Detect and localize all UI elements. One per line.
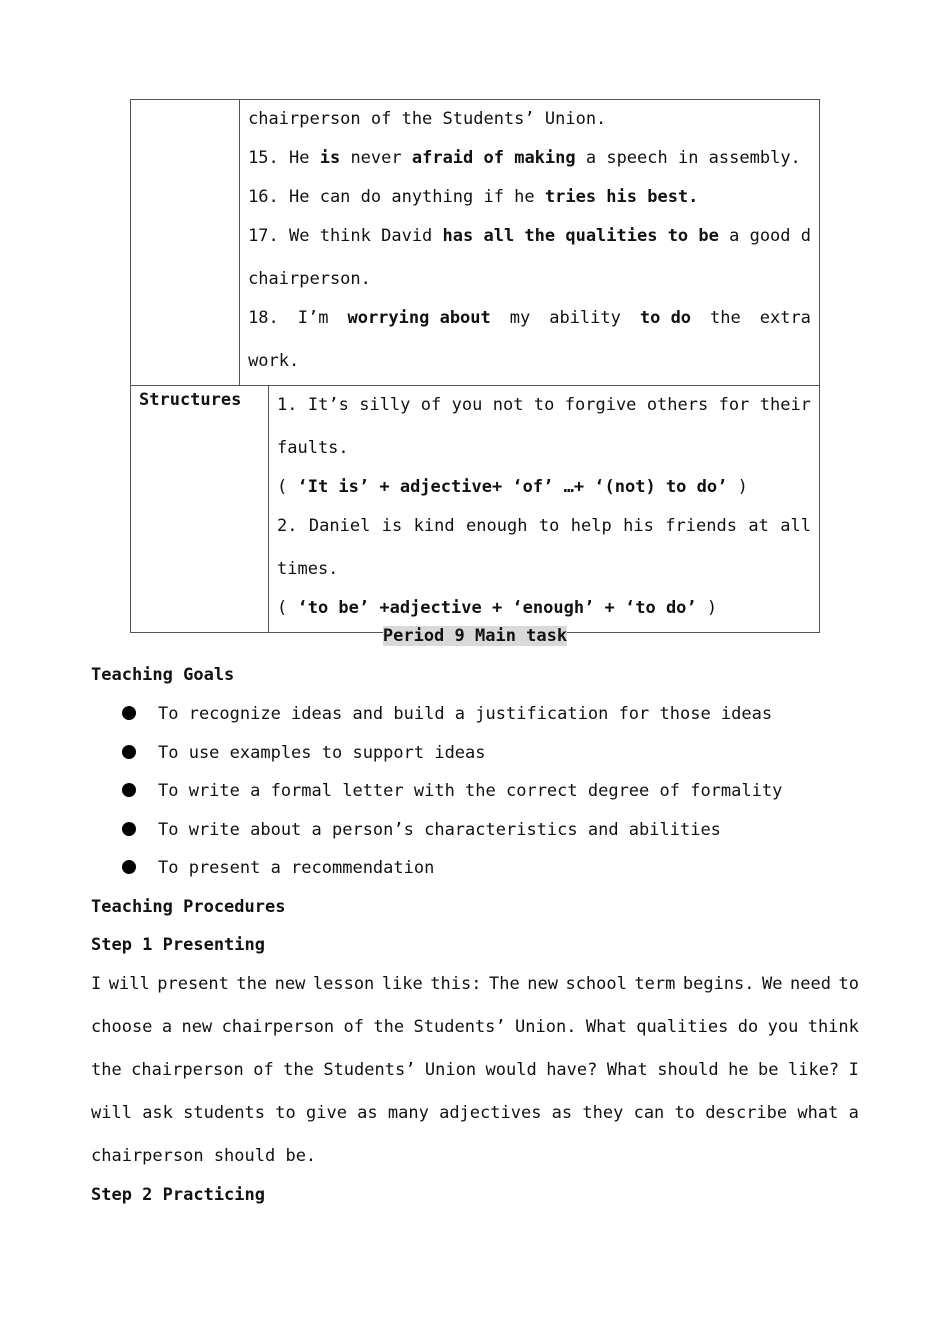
word: begins. (682, 974, 755, 994)
sentence-17: 17. We think David has all the qualities to be a good d (248, 226, 811, 246)
word: school (565, 974, 627, 994)
word: lesson (312, 974, 375, 994)
word: have? (546, 1060, 598, 1080)
word: of (253, 1060, 274, 1080)
word: Union. (515, 1017, 577, 1037)
word: of (343, 1017, 365, 1037)
word: the (91, 1060, 122, 1080)
word: would (485, 1060, 537, 1080)
word: Students’ (323, 1060, 416, 1080)
word: adjectives (439, 1103, 542, 1123)
sentence-16: 16. He can do anything if he tries his best. (248, 187, 699, 207)
table-row-phrases (131, 100, 819, 385)
example-2: 2. Daniel is kind enough to help his friends at all (277, 516, 811, 536)
bullet-icon (122, 783, 136, 797)
bullet-icon (122, 706, 136, 720)
row-label-structures: Structures (131, 386, 269, 632)
word: chairperson (131, 1060, 244, 1080)
word: qualities (636, 1017, 729, 1037)
word: present (157, 974, 229, 994)
word: be (758, 1060, 779, 1080)
step1-paragraph (91, 971, 859, 1186)
word: I (91, 974, 102, 994)
paragraph-line (91, 1100, 859, 1143)
period-title: Period 9 Main task (382, 626, 568, 646)
word: What (585, 1017, 627, 1037)
word: ask (142, 1103, 173, 1123)
bullet-icon (122, 860, 136, 874)
word: What (606, 1060, 648, 1080)
word: the (236, 974, 268, 994)
word: give (305, 1103, 347, 1123)
word: students (183, 1103, 266, 1123)
word: the (373, 1017, 405, 1037)
phrases-cell (240, 100, 819, 385)
word: term (634, 974, 676, 994)
step1-heading: Step 1 Presenting (91, 935, 265, 955)
sentence-15: 15. He is never afraid of making a speech in assembly. (248, 148, 801, 168)
teaching-procedures-heading: Teaching Procedures (91, 897, 286, 917)
word: new (181, 1017, 213, 1037)
word: need (790, 974, 831, 994)
sentence-17-end: chairperson. (248, 269, 371, 289)
structures-cell (269, 386, 819, 632)
word: the (283, 1060, 314, 1080)
structure-pattern-1: ( ‘It is’ + adjective+ ‘of’ …+ ‘(not) to do’ ) (277, 477, 748, 497)
row-label-empty (131, 100, 240, 385)
word: We (762, 974, 783, 994)
word: like? (787, 1060, 840, 1080)
word: as (551, 1103, 573, 1123)
word: as (357, 1103, 378, 1123)
word: this: (430, 974, 482, 994)
word: do (737, 1017, 759, 1037)
goal-item: To use examples to support ideas (158, 743, 486, 763)
example-2-end: times. (277, 559, 339, 579)
word: can (633, 1103, 665, 1123)
word: new (274, 974, 306, 994)
sentence-14-end: chairperson of the Students’ Union. (248, 109, 607, 129)
word: they (582, 1103, 624, 1123)
word: Union (424, 1060, 477, 1080)
word: new (527, 974, 558, 994)
word: should (657, 1060, 719, 1080)
paragraph-line (91, 1014, 859, 1057)
word: like (381, 974, 423, 994)
word: will (108, 974, 150, 994)
word: Students’ (413, 1017, 506, 1037)
word: think (807, 1017, 859, 1037)
word: a (848, 1103, 859, 1123)
word: to (275, 1103, 296, 1123)
word: what (797, 1103, 839, 1123)
word: The (488, 974, 520, 994)
word: many (387, 1103, 429, 1123)
word: I (848, 1060, 859, 1080)
goal-item: To write a formal letter with the correct degree of formality (158, 781, 783, 801)
structure-pattern-2: ( ‘to be’ +adjective + ‘enough’ + ‘to do’ ) (277, 598, 718, 618)
paragraph-line (91, 1057, 859, 1100)
goal-item: To present a recommendation (158, 858, 435, 878)
bullet-icon (122, 822, 136, 836)
word: will (91, 1103, 132, 1123)
example-1: 1. It’s silly of you not to forgive others for their (277, 395, 811, 415)
word: chairperson (221, 1017, 335, 1037)
example-1-end: faults. (277, 438, 349, 458)
goal-item: To write about a person’s characteristics and abilities (158, 820, 721, 840)
word: he (728, 1060, 749, 1080)
word: choose (91, 1017, 153, 1037)
goal-item: To recognize ideas and build a justification for those ideas (158, 704, 773, 724)
word: a (161, 1017, 173, 1037)
word: to (674, 1103, 696, 1123)
table-row-structures (131, 385, 819, 632)
step2-heading: Step 2 Practicing (91, 1185, 265, 1205)
word: describe (705, 1103, 788, 1123)
sentence-18: 18. I’m worrying about my ability to do the extra (248, 308, 811, 328)
bullet-icon (122, 745, 136, 759)
teaching-goals-heading: Teaching Goals (91, 665, 235, 685)
paragraph-line (91, 971, 859, 1014)
word: to (838, 974, 859, 994)
word: you (767, 1017, 799, 1037)
vocabulary-table (130, 99, 820, 633)
sentence-18-end: work. (248, 351, 300, 371)
paragraph-line: chairperson should be. (91, 1146, 317, 1166)
